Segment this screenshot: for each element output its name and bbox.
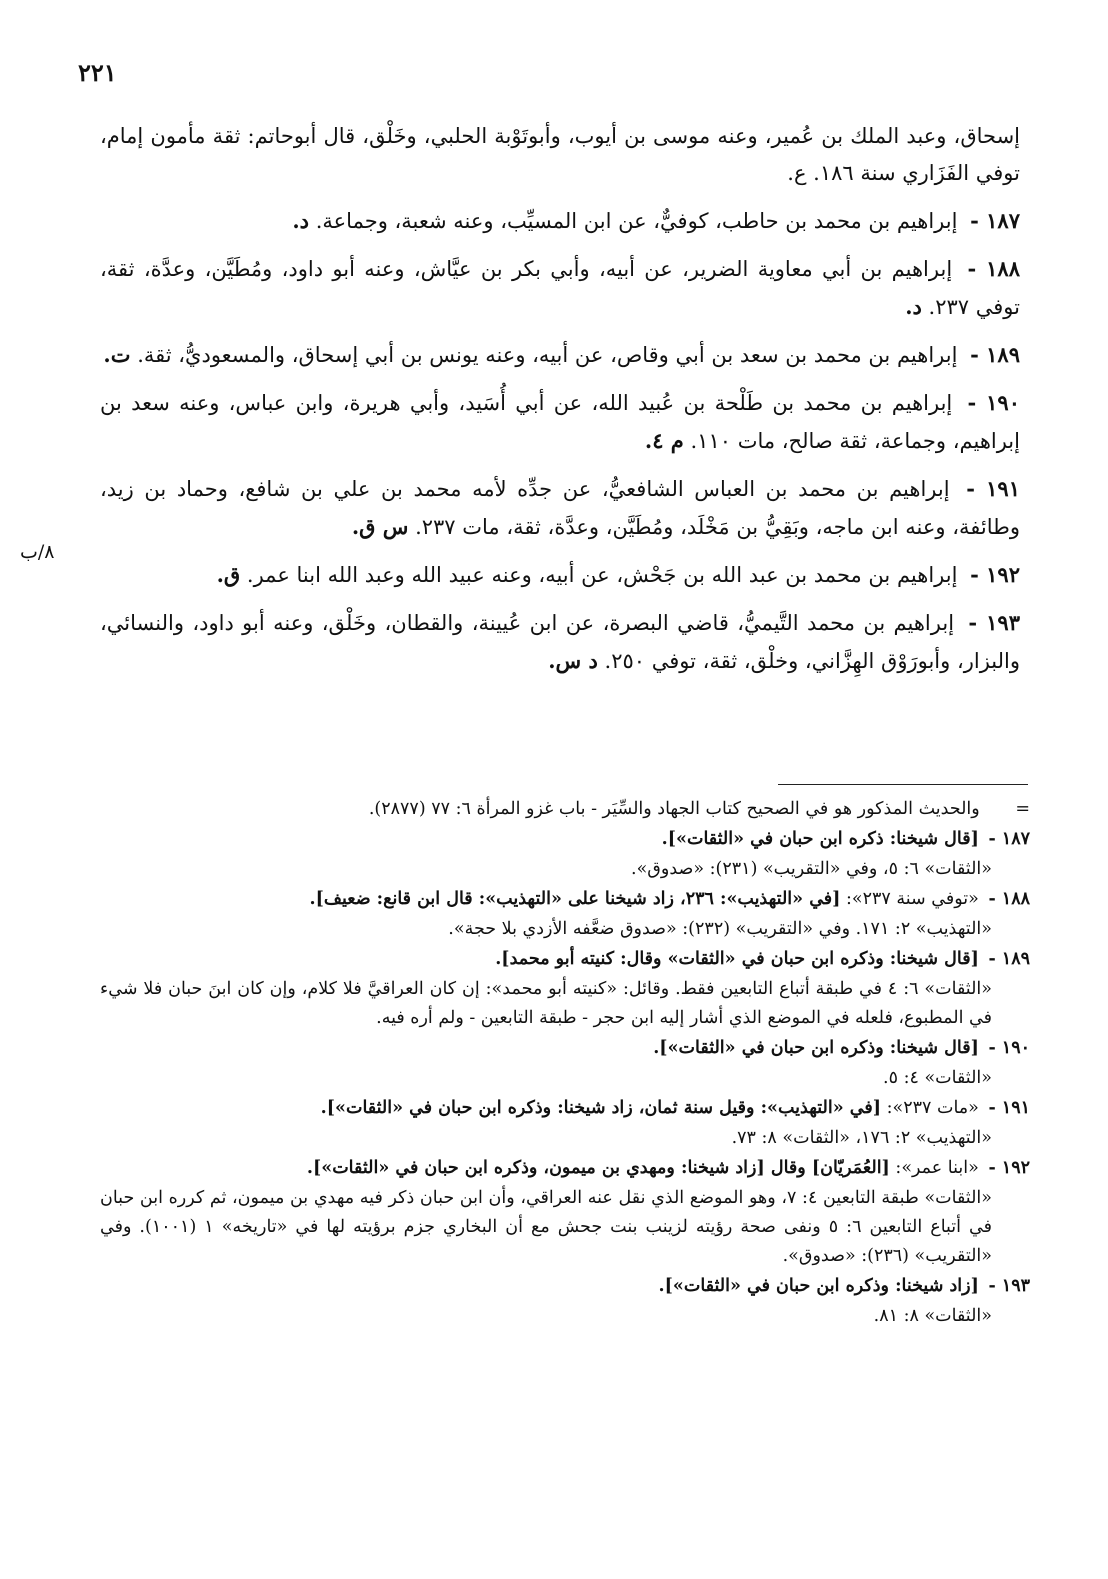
entry-number: ١٨٩ - [970, 342, 1020, 367]
footnote-quote: «توفي سنة ٢٣٧»: [846, 889, 979, 909]
footnote-188-source: «التهذيب» ٢: ١٧١. وفي «التقريب» (٢٣٢): «صدوق ضعَّفه الأزدي بلا حجة». [448, 919, 992, 939]
footnote-number: ١٩٢ - [988, 1158, 1030, 1178]
footnote-192 [100, 1154, 1030, 1183]
footnote-number: ١٩٣ - [988, 1276, 1030, 1296]
entry-number: ١٩٣ - [968, 610, 1020, 635]
entry-code: د. [905, 294, 922, 319]
footnote-text: [قال شيخنا: وذكره ابن حبان في «الثقات»]. [653, 1038, 979, 1058]
entry-192 [100, 556, 1020, 594]
footnote-188 [100, 885, 1030, 914]
footnote-187-source: «الثقات» ٦: ٥، وفي «التقريب» (٢٣١): «صدوق». [631, 859, 992, 879]
entry-text: إبراهيم بن محمد بن سعد بن أبي وقاص، عن أبيه، وعنه يونس بن أبي إسحاق، والمسعوديُّ، ثقة. [137, 343, 958, 367]
entry-number: ١٩١ - [966, 476, 1020, 501]
entry-number: ١٨٧ - [970, 208, 1020, 233]
footnote-193-source: «الثقات» ٨: ٨١. [873, 1306, 992, 1326]
entry-text: إبراهيم بن محمد بن عبد الله بن جَحْش، عن أبيه، وعنه عبيد الله وعبد الله ابنا عمر. [246, 563, 958, 587]
footnote-187 [100, 825, 1030, 854]
footnote-191 [100, 1094, 1030, 1123]
margin-note: ٨/ب [20, 541, 55, 563]
footnote-192-source: «الثقات» طبقة التابعين ٤: ٧، وهو الموضع الذي نقل عنه العراقي، وأن ابن حبان ذكر فيه مهدي بن ميمون، ثم كرره ابن حبان في أتباع التابعين ٦: ٥ ونفى صحة رؤيته لزينب بنت جحش مع أن البخاري جزم برؤيته لها في «تاريخه» ١ (١٠٠١). وفي «التقريب» (٢٣٦): «صدوق». [100, 1188, 993, 1266]
entry-number: ١٩٠ - [967, 390, 1020, 415]
footnote-continuation [100, 795, 1030, 824]
footnote-divider [778, 784, 1028, 785]
entry-text: إبراهيم بن محمد بن العباس الشافعيُّ، عن جدِّه لأمه محمد بن علي بن شافع، وحماد بن زيد، وطائفة، وعنه ابن ماجه، وبَقِيُّ بن مَخْلَد، ومُطَيَّن، وعدَّة، ثقة، مات ٢٣٧. [100, 477, 1020, 539]
entry-text: إبراهيم بن محمد بن حاطب، كوفيٌّ، عن ابن المسيِّب، وعنه شعبة، وجماعة. [315, 209, 958, 233]
entry-187 [100, 202, 1020, 240]
footnote-190 [100, 1034, 1030, 1063]
entry-code: د. [292, 208, 310, 233]
footnote-text: والحديث المذكور هو في الصحيح كتاب الجهاد والسِّيَر - باب غزو المرأة ٦: ٧٧ (٢٨٧٧). [368, 799, 980, 819]
footnote-189 [100, 945, 1030, 974]
footnote-number: ١٨٨ - [988, 889, 1030, 909]
page-number: ٢٢١ [78, 58, 117, 87]
footnote-text: [قال شيخنا: وذكره ابن حبان في «الثقات» وقال: كنيته أبو محمد]. [495, 949, 979, 969]
footnote-193 [100, 1272, 1030, 1301]
footnote-190-source: «الثقات» ٤: ٥. [883, 1068, 992, 1088]
continuation-marker: = [1015, 799, 1030, 819]
continuation-paragraph: إسحاق، وعبد الملك بن عُمير، وعنه موسى بن أيوب، وأبوتَوْبة الحلبي، وخَلْق، قال أبوحاتم: ثقة مأمون إمام، توفي الفَزَاري سنة ١٨٦. ع. [100, 124, 1020, 185]
entry-193 [100, 604, 1020, 680]
footnote-quote: «ابنا عمر»: [895, 1158, 979, 1178]
entry-191 [100, 470, 1020, 546]
entry-code: س ق. [351, 514, 409, 539]
footnote-text: [العُمَريّان] وقال [زاد شيخنا: ومهدي بن ميمون، وذكره ابن حبان في «الثقات»]. [306, 1158, 890, 1178]
entry-number: ١٨٨ - [967, 256, 1020, 281]
footnote-number: ١٨٩ - [988, 949, 1030, 969]
footnotes [100, 795, 1030, 1332]
entry-189 [100, 336, 1020, 374]
footnote-quote: «مات ٢٣٧»: [886, 1098, 979, 1118]
footnote-number: ١٩١ - [988, 1098, 1030, 1118]
main-text [100, 118, 1020, 690]
footnote-189-source: «الثقات» ٦: ٤ في طبقة أتباع التابعين فقط. وقائل: «كنيته أبو محمد»: إن كان العراقيَّ فلا كلام، وإن كان ابنَ حبان فلا شيء في المطبوع، فلعله في الموضع الذي أشار إليه ابن حجر - طبقة التابعين - ولم أره فيه. [100, 979, 992, 1028]
footnote-text: [في «التهذيب»: وقيل سنة ثمان، زاد شيخنا: وذكره ابن حبان في «الثقات»]. [320, 1098, 882, 1118]
entry-text: إبراهيم بن محمد التَّيميُّ، قاضي البصرة، عن ابن عُيينة، والقطان، وخَلْق، وعنه أبو داود، والنسائي، والبزار، وأبورَوْق الهِزَّاني، وخلْق، ثقة، توفي ٢٥٠. [100, 611, 1020, 673]
footnote-number: ١٩٠ - [988, 1038, 1030, 1058]
footnote-text: [زاد شيخنا: وذكره ابن حبان في «الثقات»]. [658, 1276, 979, 1296]
entry-text: إبراهيم بن محمد بن طَلْحة بن عُبيد الله، عن أبي أُسَيد، وأبي هريرة، وابن عباس، وعنه سعد بن إبراهيم، وجماعة، ثقة صالح، مات ١١٠. [100, 391, 1020, 453]
entry-190 [100, 384, 1020, 460]
entry-code: م ٤. [644, 428, 684, 453]
entry-code: ت. [103, 342, 131, 367]
entry-text: إبراهيم بن أبي معاوية الضرير، عن أبيه، وأبي بكر بن عيَّاش، وعنه أبو داود، ومُطَيَّن، وعدَّة، ثقة، توفي ٢٣٧. [100, 257, 1020, 319]
footnote-text: [قال شيخنا: ذكره ابن حبان في «الثقات»]. [661, 829, 979, 849]
footnote-191-source: «التهذيب» ٢: ١٧٦، «الثقات» ٨: ٧٣. [731, 1128, 992, 1148]
entry-number: ١٩٢ - [970, 562, 1020, 587]
footnote-text: [في «التهذيب»: ٢٣٦، زاد شيخنا على «التهذيب»: قال ابن قانع: ضعيف]. [309, 889, 841, 909]
entry-188 [100, 250, 1020, 326]
entry-code: د س. [548, 648, 598, 673]
entry-code: ق. [216, 562, 241, 587]
footnote-number: ١٨٧ - [988, 829, 1030, 849]
